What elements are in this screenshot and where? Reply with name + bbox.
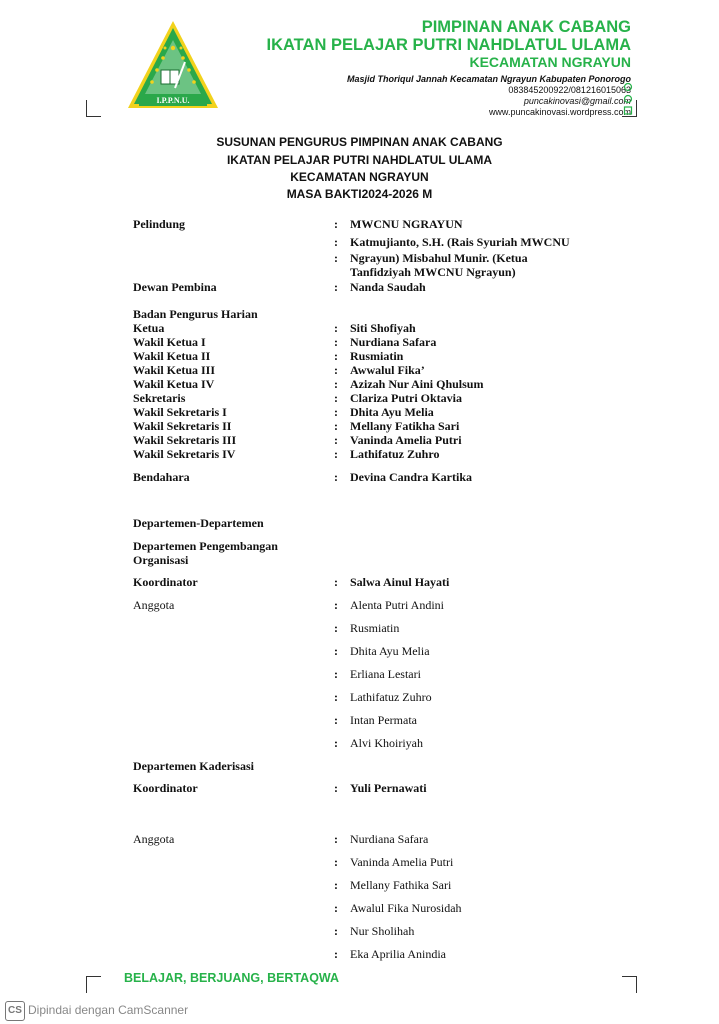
dept1-koordinator-value: Salwa Ainul Hayati [350, 575, 450, 589]
separator: : [334, 924, 338, 938]
title-line2: IKATAN PELAJAR PUTRI NAHDLATUL ULAMA [226, 153, 493, 167]
dept1-anggota-item: Alenta Putri Andini [350, 598, 444, 612]
separator: : [334, 575, 338, 589]
logo-caption: I.P.P.N.U. [156, 96, 190, 105]
dept1-anggota-item: Dhita Ayu Melia [350, 644, 430, 658]
separator: : [334, 878, 338, 892]
bph-name: Nurdiana Safara [350, 335, 437, 349]
dewan-pembina-label: Dewan Pembina [133, 280, 217, 294]
pelindung-value-4: Tanfidziyah MWCNU Ngrayun) [350, 265, 516, 279]
separator: : [334, 377, 338, 391]
separator: : [334, 781, 338, 795]
dept1-anggota-item: Intan Permata [350, 713, 417, 727]
separator: : [334, 391, 338, 405]
bph-role: Sekretaris [133, 391, 186, 405]
bph-heading: Badan Pengurus Harian [133, 307, 258, 321]
dept1-anggota-label: Anggota [133, 598, 175, 612]
separator: : [334, 690, 338, 704]
bph-role: Wakil Sekretaris II [133, 419, 232, 433]
bph-name: Siti Shofiyah [350, 321, 416, 335]
separator: : [334, 433, 338, 447]
dept2-anggota-item: Mellany Fathika Sari [350, 878, 452, 892]
pelindung-value-3: Ngrayun) Misbahul Munir. (Ketua [350, 251, 528, 265]
bph-role: Wakil Ketua IV [133, 377, 215, 391]
camscanner-logo: CS [5, 1001, 25, 1021]
bph-role: Wakil Sekretaris IV [133, 447, 236, 461]
separator: : [334, 644, 338, 658]
dept1-koordinator-label: Koordinator [133, 575, 198, 589]
org-name-line3: KECAMATAN NGRAYUN [469, 54, 631, 70]
org-website: www.puncakinovasi.wordpress.com [488, 107, 631, 117]
separator: : [334, 447, 338, 461]
dept2-anggota-item: Nurdiana Safara [350, 832, 429, 846]
corner-mark-bottom-left [86, 976, 101, 993]
bph-name: Awwalul Fika’ [350, 363, 425, 377]
camscanner-watermark: Dipindai dengan CamScanner [28, 1003, 189, 1017]
separator: : [334, 251, 338, 265]
dept2-anggota-item: Vaninda Amelia Putri [350, 855, 454, 869]
org-name-line2: IKATAN PELAJAR PUTRI NAHDLATUL ULAMA [266, 36, 631, 54]
separator: : [334, 405, 338, 419]
bph-name: Dhita Ayu Melia [350, 405, 434, 419]
separator: : [334, 901, 338, 915]
separator: : [334, 335, 338, 349]
separator: : [334, 832, 338, 846]
dept2-anggota-item: Awalul Fika Nurosidah [350, 901, 462, 915]
pelindung-value-1: MWCNU NGRAYUN [350, 217, 463, 231]
bph-role: Wakil Sekretaris III [133, 433, 237, 447]
separator: : [334, 713, 338, 727]
dept2-anggota-item: Eka Aprilia Anindia [350, 947, 446, 961]
separator: : [334, 235, 338, 249]
separator: : [334, 855, 338, 869]
title-line3: KECAMATAN NGRAYUN [290, 170, 429, 184]
bph-name: Rusmiatin [350, 349, 404, 363]
pelindung-label: Pelindung [133, 217, 186, 231]
dept2-koordinator-value: Yuli Pernawati [350, 781, 427, 795]
org-phone: 083845200922/081216015063 [508, 85, 631, 95]
dept1-anggota-item: Rusmiatin [350, 621, 400, 635]
separator: : [334, 280, 338, 294]
dept1-anggota-item: Lathifatuz Zuhro [350, 690, 432, 704]
motto: BELAJAR, BERJUANG, BERTAQWA [124, 971, 340, 985]
bph-name: Azizah Nur Aini Qhulsum [350, 377, 484, 391]
separator: : [334, 349, 338, 363]
bendahara-value: Devina Candra Kartika [350, 470, 473, 484]
bph-name: Lathifatuz Zuhro [350, 447, 440, 461]
title-line1: SUSUNAN PENGURUS PIMPINAN ANAK CABANG [216, 135, 503, 149]
separator: : [334, 736, 338, 750]
title-line4: MASA BAKTI2024-2026 M [286, 187, 433, 201]
dept1-anggota-item: Erliana Lestari [350, 667, 421, 681]
separator: : [334, 947, 338, 961]
pelindung-value-2: Katmujianto, S.H. (Rais Syuriah MWCNU [350, 235, 570, 249]
separator: : [334, 419, 338, 433]
dept2-anggota-label: Anggota [133, 832, 175, 846]
dept1-anggota-item: Alvi Khoiriyah [350, 736, 423, 750]
bph-name: Mellany Fatikha Sari [350, 419, 460, 433]
org-address: Masjid Thoriqul Jannah Kecamatan Ngrayun Kabupaten Ponorogo [346, 74, 631, 84]
separator: : [334, 321, 338, 335]
dewan-pembina-value: Nanda Saudah [350, 280, 426, 294]
corner-mark-top-right [622, 100, 637, 117]
bph-role: Ketua [133, 321, 165, 335]
bph-role: Wakil Ketua III [133, 363, 216, 377]
departemen-heading: Departemen-Departemen [133, 516, 264, 530]
dept2-title: Departemen Kaderisasi [133, 759, 254, 773]
bph-name: Vaninda Amelia Putri [350, 433, 462, 447]
bph-role: Wakil Ketua II [133, 349, 211, 363]
separator: : [334, 363, 338, 377]
corner-mark-top-left [86, 100, 101, 117]
corner-mark-bottom-right [622, 976, 637, 993]
separator: : [334, 667, 338, 681]
separator: : [334, 217, 338, 231]
org-email: puncakinovasi@gmail.com [523, 96, 631, 106]
bph-role: Wakil Sekretaris I [133, 405, 227, 419]
separator: : [334, 598, 338, 612]
dept1-title-line2: Organisasi [133, 553, 189, 567]
separator: : [334, 621, 338, 635]
dept1-title-line1: Departemen Pengembangan [133, 539, 278, 553]
separator: : [334, 470, 338, 484]
bph-role: Wakil Ketua I [133, 335, 206, 349]
dept2-koordinator-label: Koordinator [133, 781, 198, 795]
dept2-anggota-item: Nur Sholihah [350, 924, 415, 938]
bph-name: Clariza Putri Oktavia [350, 391, 462, 405]
bendahara-label: Bendahara [133, 470, 190, 484]
org-name-line1: PIMPINAN ANAK CABANG [421, 18, 631, 36]
